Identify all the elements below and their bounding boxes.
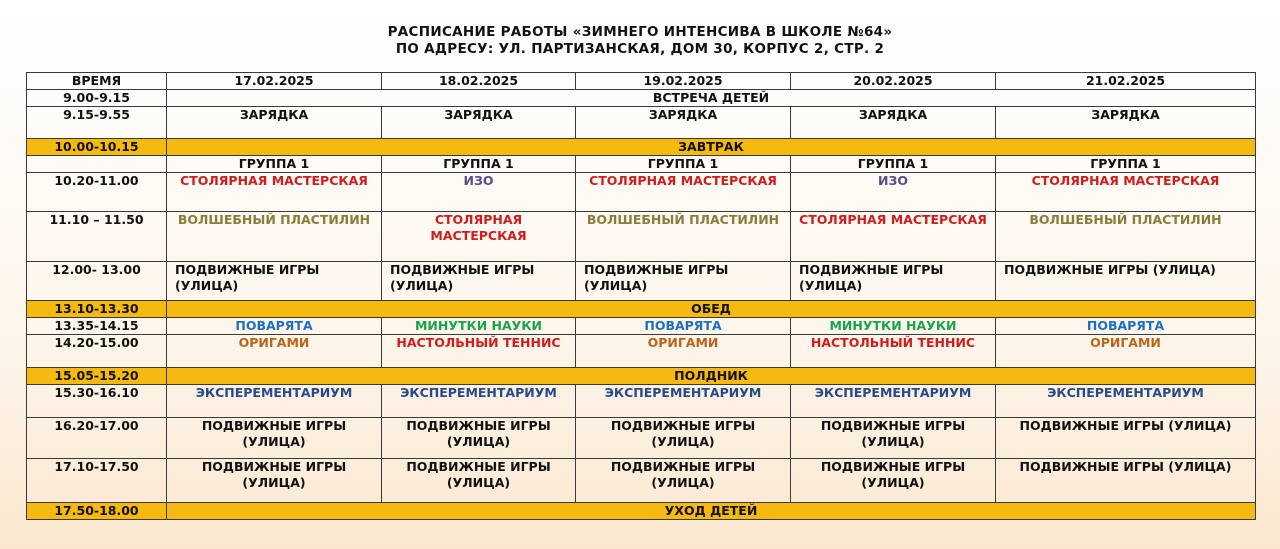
table-row [27,335,1256,368]
departure-cell: УХОД ДЕТЕЙ [167,503,1256,520]
activity-cell: ВОЛШЕБНЫЙ ПЛАСТИЛИН [167,212,382,262]
breakfast-cell: ЗАВТРАК [167,139,1256,156]
schedule-title-line-1: РАСПИСАНИЕ РАБОТЫ «ЗИМНЕГО ИНТЕНСИВА В ШКОЛЕ №64» [387,24,893,40]
activity-cell: ЗАРЯДКА [996,107,1256,139]
activity-cell: ПОДВИЖНЫЕ ИГРЫ (УЛИЦА) [167,459,382,503]
activity-cell: ПОДВИЖНЫЕ ИГРЫ (УЛИЦА) [996,418,1256,459]
time-cell: 13.35-14.15 [27,318,167,335]
table-row [27,262,1256,301]
lunch-cell: ОБЕД [167,301,1256,318]
activity-cell: ИЗО [791,173,996,212]
meal-band-row [27,139,1256,156]
activity-cell: ЭКСПЕРЕМЕНТАРИУМ [576,385,791,418]
table-row [27,318,1256,335]
activity-cell: ПОДВИЖНЫЕ ИГРЫ (УЛИЦА) [167,262,382,301]
activity-cell: ПОДВИЖНЫЕ ИГРЫ (УЛИЦА) [996,459,1256,503]
activity-cell: ПОВАРЯТА [576,318,791,335]
table-row [27,212,1256,262]
activity-cell: ПОДВИЖНЫЕ ИГРЫ (УЛИЦА) [996,262,1256,301]
table-row [27,107,1256,139]
activity-cell: ПОДВИЖНЫЕ ИГРЫ (УЛИЦА) [791,418,996,459]
activity-cell: ПОДВИЖНЫЕ ИГРЫ (УЛИЦА) [382,418,576,459]
time-cell: 15.05-15.20 [27,368,167,385]
activity-cell: ПОДВИЖНЫЕ ИГРЫ (УЛИЦА) [576,418,791,459]
group-cell: ГРУППА 1 [167,156,382,173]
meal-band-row [27,368,1256,385]
activity-cell: НАСТОЛЬНЫЙ ТЕННИС [382,335,576,368]
time-cell: 10.20-11.00 [27,173,167,212]
activity-cell: ПОДВИЖНЫЕ ИГРЫ (УЛИЦА) [791,459,996,503]
activity-cell: ЭКСПЕРЕМЕНТАРИУМ [382,385,576,418]
time-cell: 17.10-17.50 [27,459,167,503]
activity-cell: ПОВАРЯТА [167,318,382,335]
activity-cell: ПОДВИЖНЫЕ ИГРЫ (УЛИЦА) [576,262,791,301]
meal-band-row [27,503,1256,520]
activity-cell: СТОЛЯРНАЯ МАСТЕРСКАЯ [576,173,791,212]
schedule-table [26,72,1256,520]
activity-cell: ПОДВИЖНЫЕ ИГРЫ (УЛИЦА) [576,459,791,503]
header-time: ВРЕМЯ [27,73,167,90]
time-cell: 14.20-15.00 [27,335,167,368]
table-row [27,418,1256,459]
activity-cell: ПОДВИЖНЫЕ ИГРЫ (УЛИЦА) [382,459,576,503]
activity-cell: ИЗО [382,173,576,212]
activity-cell: СТОЛЯРНАЯ МАСТЕРСКАЯ [382,212,576,262]
group-cell: ГРУППА 1 [791,156,996,173]
activity-cell: ОРИГАМИ [576,335,791,368]
schedule-title-line-2: ПО АДРЕСУ: УЛ. ПАРТИЗАНСКАЯ, ДОМ 30, КОРПУС 2, СТР. 2 [395,41,885,57]
activity-cell: СТОЛЯРНАЯ МАСТЕРСКАЯ [167,173,382,212]
time-cell: 11.10 – 11.50 [27,212,167,262]
arrival-cell: ВСТРЕЧА ДЕТЕЙ [167,90,1256,107]
time-cell [27,156,167,173]
activity-cell: ЗАРЯДКА [382,107,576,139]
activity-cell: ПОДВИЖНЫЕ ИГРЫ (УЛИЦА) [167,418,382,459]
header-date-2: 18.02.2025 [382,73,576,90]
time-cell: 13.10-13.30 [27,301,167,318]
time-cell: 16.20-17.00 [27,418,167,459]
time-cell: 15.30-16.10 [27,385,167,418]
activity-cell: ЗАРЯДКА [791,107,996,139]
header-date-4: 20.02.2025 [791,73,996,90]
table-row [27,459,1256,503]
activity-cell: ВОЛШЕБНЫЙ ПЛАСТИЛИН [576,212,791,262]
header-row [27,73,1256,90]
activity-cell: ЗАРЯДКА [167,107,382,139]
group-cell: ГРУППА 1 [996,156,1256,173]
meal-band-row [27,301,1256,318]
activity-cell: НАСТОЛЬНЫЙ ТЕННИС [791,335,996,368]
table-row [27,90,1256,107]
snack-cell: ПОЛДНИК [167,368,1256,385]
activity-cell: ПОВАРЯТА [996,318,1256,335]
header-date-5: 21.02.2025 [996,73,1256,90]
time-cell: 9.15-9.55 [27,107,167,139]
table-row [27,173,1256,212]
activity-cell: ОРИГАМИ [167,335,382,368]
activity-cell: ЗАРЯДКА [576,107,791,139]
activity-cell: ПОДВИЖНЫЕ ИГРЫ (УЛИЦА) [791,262,996,301]
time-cell: 12.00- 13.00 [27,262,167,301]
header-date-1: 17.02.2025 [167,73,382,90]
activity-cell: СТОЛЯРНАЯ МАСТЕРСКАЯ [996,173,1256,212]
group-cell: ГРУППА 1 [382,156,576,173]
header-date-3: 19.02.2025 [576,73,791,90]
time-cell: 17.50-18.00 [27,503,167,520]
activity-cell: ОРИГАМИ [996,335,1256,368]
group-row [27,156,1256,173]
activity-cell: МИНУТКИ НАУКИ [791,318,996,335]
time-cell: 10.00-10.15 [27,139,167,156]
activity-cell: СТОЛЯРНАЯ МАСТЕРСКАЯ [791,212,996,262]
activity-cell: ЭКСПЕРЕМЕНТАРИУМ [996,385,1256,418]
activity-cell: ПОДВИЖНЫЕ ИГРЫ (УЛИЦА) [382,262,576,301]
time-cell: 9.00-9.15 [27,90,167,107]
table-row [27,385,1256,418]
activity-cell: ВОЛШЕБНЫЙ ПЛАСТИЛИН [996,212,1256,262]
activity-cell: МИНУТКИ НАУКИ [382,318,576,335]
group-cell: ГРУППА 1 [576,156,791,173]
activity-cell: ЭКСПЕРЕМЕНТАРИУМ [791,385,996,418]
activity-cell: ЭКСПЕРЕМЕНТАРИУМ [167,385,382,418]
